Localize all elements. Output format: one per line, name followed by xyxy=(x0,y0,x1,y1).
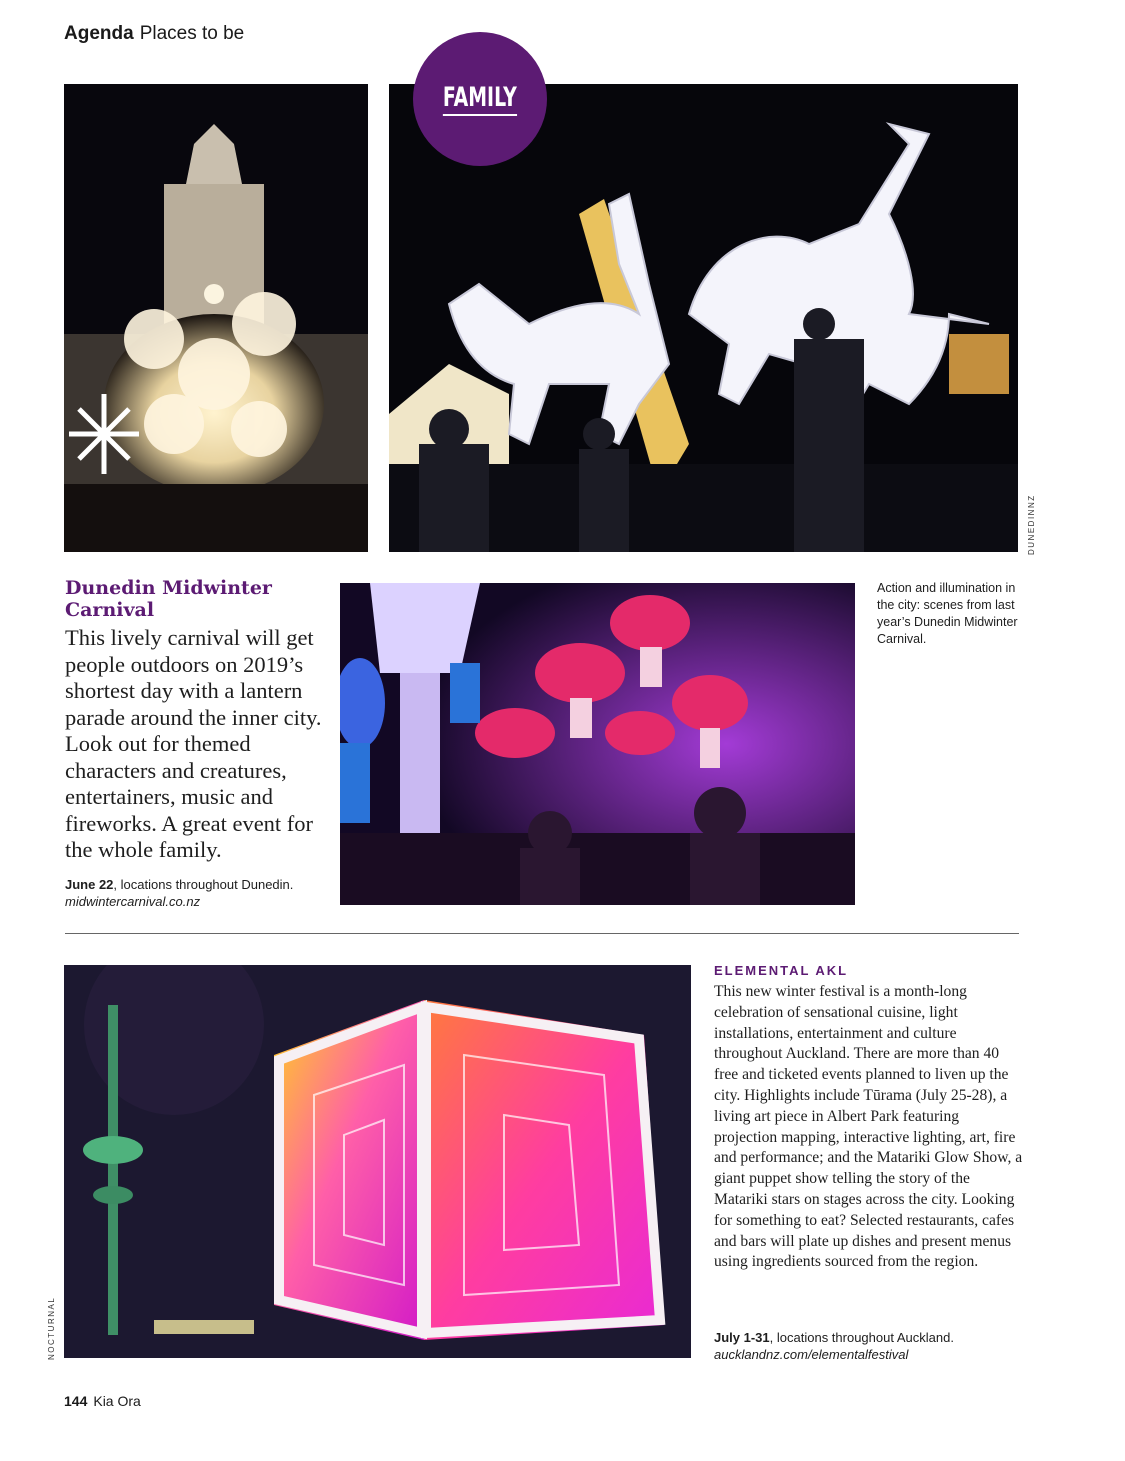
photo-mushroom-lanterns xyxy=(340,583,855,905)
event-location: , locations throughout Auckland. xyxy=(769,1330,954,1345)
photo-town-hall-lanterns xyxy=(64,84,368,552)
event-date: July 1-31 xyxy=(714,1330,770,1345)
page-header xyxy=(64,23,244,45)
article-title-elemental: ELEMENTAL AKL xyxy=(714,963,849,978)
photo-credit-bottom: NOCTURNAL xyxy=(47,1296,56,1360)
photo-caption: Action and illumination in the city: scenes from last year’s Dunedin Midwinter Carnival. xyxy=(877,581,1018,646)
photo-illuminated-cube xyxy=(64,965,691,1358)
category-badge-label: FAMILY xyxy=(443,83,517,116)
event-info-elemental xyxy=(714,1329,1014,1363)
page-footer xyxy=(64,1393,141,1409)
event-info-dunedin xyxy=(65,876,335,910)
event-location: , locations throughout Dunedin. xyxy=(113,877,294,892)
page-number: 144 xyxy=(64,1393,88,1409)
section-name: Agenda xyxy=(64,23,134,44)
publication-name: Kia Ora xyxy=(93,1393,141,1409)
event-url[interactable]: aucklandnz.com/elementalfestival xyxy=(714,1347,909,1362)
category-badge xyxy=(413,32,547,166)
photo-credit-top: DUNEDINNZ xyxy=(1027,494,1036,555)
event-url[interactable]: midwintercarnival.co.nz xyxy=(65,894,201,909)
section-divider xyxy=(65,933,1019,934)
section-subtitle: Places to be xyxy=(139,23,245,44)
article-body-elemental: This new winter festival is a month-long celebration of sensational cuisine, light installations, entertainment and culture throughout Auckland. There are more than 40 free and ticketed events planned to liven up the city. Highlights include Tūrama (July 25-28), a living art piece in Albert Park featuring projection mapping, interactive lighting, art, fire and performance; and the Matariki Glow Show, a giant puppet show telling the story of the Matariki stars on stages across the city. Looking for something to eat? Selected restaurants, cafes and bars will plate up dishes and present menus using ingredients sourced from the region. xyxy=(714,983,1023,1271)
article-title-dunedin: Dunedin Midwinter Carnival xyxy=(65,577,272,621)
event-date: June 22 xyxy=(65,877,114,892)
article-body-dunedin: This lively carnival will get people outdoors on 2019’s shortest day with a lantern parade around the inner city. Look out for themed characters and creatures, entertainers, music and fireworks. A great event for the whole family. xyxy=(65,625,322,862)
